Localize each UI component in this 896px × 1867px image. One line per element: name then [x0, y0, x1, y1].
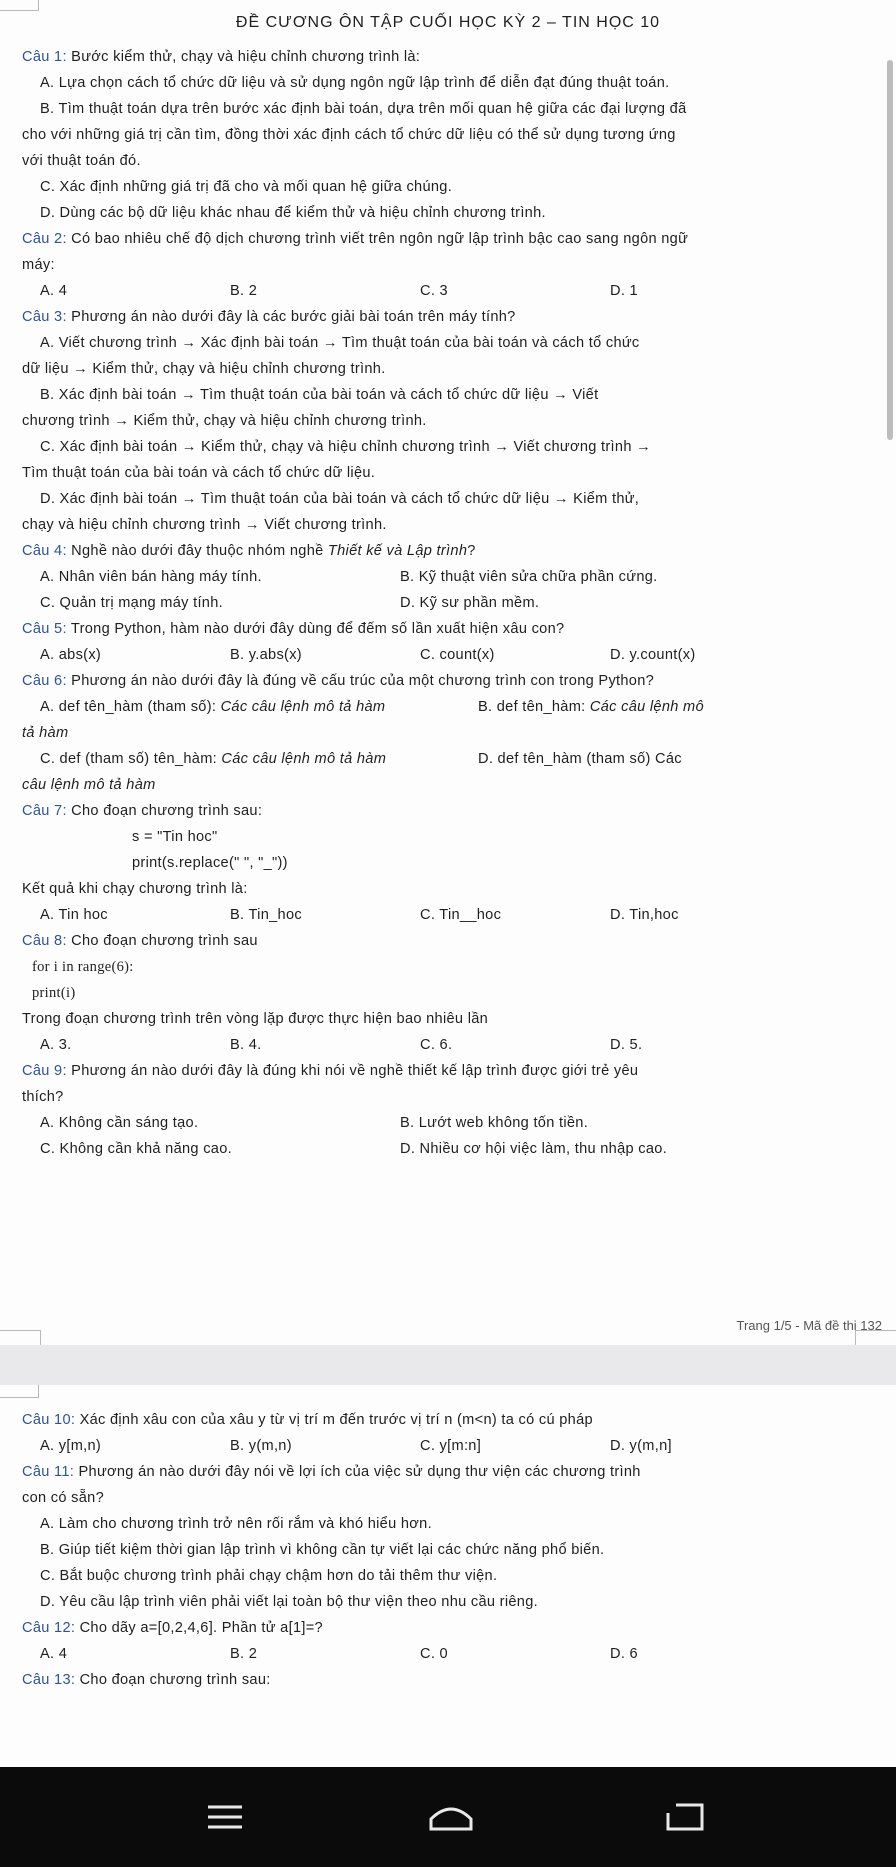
question-line [22, 538, 886, 564]
question-number: Câu 11: [22, 1464, 75, 1480]
answer-option: B. Kỹ thuật viên sửa chữa phần cứng. [400, 569, 658, 585]
answer-option: B. 2 [230, 283, 258, 299]
answer-options [22, 1136, 886, 1162]
answer-option: C. Quản trị mạng máy tính. [40, 595, 223, 611]
text-line: chương trình → Kiểm thử, chạy và hiệu chỉnh chương trình. [22, 413, 427, 429]
text-line: D. Dùng các bộ dữ liệu khác nhau để kiểm thử và hiệu chỉnh chương trình. [40, 205, 546, 221]
answer-options [22, 694, 886, 720]
answer-option: A. y[m,n) [40, 1438, 102, 1454]
page-1-content [22, 44, 886, 1162]
answer-option: A. Tin hoc [40, 907, 108, 923]
text-line: Trong đoạn chương trình trên vòng lặp được thực hiện bao nhiêu lần [22, 1011, 489, 1027]
text-line: câu lệnh mô tả hàm [22, 777, 156, 793]
question-text: Có bao nhiêu chế độ dịch chương trình viết trên ngôn ngữ lập trình bậc cao sang ngôn ngữ [66, 231, 689, 247]
question-number: Câu 6: [22, 673, 67, 689]
answer-options [22, 1433, 886, 1459]
option-code: C. def (tham số) tên_hàm: [40, 751, 222, 767]
answer-option: C. 3 [420, 283, 448, 299]
menu-button[interactable] [200, 1795, 250, 1839]
text-line: A. Làm cho chương trình trở nên rối rắm và khó hiểu hơn. [40, 1516, 432, 1532]
answer-option: C. 0 [420, 1646, 448, 1662]
text-line: Kết quả khi chạy chương trình là: [22, 881, 248, 897]
text-line: B. Giúp tiết kiệm thời gian lập trình vì không cần tự viết lại các chức năng phổ biến. [40, 1542, 605, 1558]
question-number: Câu 8: [22, 933, 67, 949]
answer-options [22, 1032, 886, 1058]
home-icon [426, 1795, 476, 1839]
text-line: C. Xác định những giá trị đã cho và mối quan hệ giữa chúng. [40, 179, 453, 195]
answer-option: D. Tin,hoc [610, 907, 679, 923]
answer-option: A. 3. [40, 1037, 72, 1053]
question-emphasis: Thiết kế và Lập trình [327, 543, 468, 559]
question-text: Phương án nào dưới đây là các bước giải bài toán trên máy tính? [66, 309, 516, 325]
answer-option: B. Lướt web không tốn tiền. [400, 1115, 589, 1131]
answer-option: D. y(m,n] [610, 1438, 672, 1454]
answer-option: B. y.abs(x) [230, 647, 302, 663]
question-line [22, 304, 886, 330]
question-line [22, 616, 886, 642]
text-line: C. Xác định bài toán → Kiểm thử, chạy và hiệu chỉnh chương trình → Viết chương trình → [40, 439, 651, 455]
page-corner-mark [0, 1385, 39, 1398]
text-line: A. Lựa chọn cách tổ chức dữ liệu và sử dụng ngôn ngữ lập trình để diễn đạt đúng thuật toán. [40, 75, 670, 91]
question-text: Cho đoạn chương trình sau: [66, 803, 263, 819]
document-title: ĐỀ CƯƠNG ÔN TẬP CUỐI HỌC KỲ 2 – TIN HỌC 10 [235, 14, 661, 31]
text-line: D. Yêu cầu lập trình viên phải viết lại toàn bộ thư viện theo nhu cầu riêng. [40, 1594, 538, 1610]
question-text: Phương án nào dưới đây là đúng khi nói về nghề thiết kế lập trình được giới trẻ yêu [66, 1063, 639, 1079]
question-text: Cho dãy a=[0,2,4,6]. Phần tử a[1]=? [75, 1620, 323, 1636]
text-line: A. Viết chương trình → Xác định bài toán → Tìm thuật toán của bài toán và cách tổ chức [40, 335, 640, 351]
question-text: ? [467, 543, 476, 559]
question-line [22, 928, 886, 954]
option-italic: Các câu lệnh mô tả hàm [221, 751, 387, 767]
answer-options [22, 278, 886, 304]
answer-option: B. Tin_hoc [230, 907, 302, 923]
code-line: print(i) [32, 985, 76, 1001]
question-number: Câu 1: [22, 49, 67, 65]
page-gap [0, 1345, 896, 1385]
answer-options [22, 590, 886, 616]
document-page-2 [0, 1385, 896, 1765]
answer-option: D. 6 [610, 1646, 638, 1662]
back-button[interactable] [660, 1795, 710, 1839]
navigation-bar [0, 1767, 896, 1867]
answer-option: A. 4 [40, 1646, 68, 1662]
page-corner-mark [0, 0, 39, 11]
question-number: Câu 2: [22, 231, 67, 247]
question-number: Câu 4: [22, 543, 67, 559]
answer-option: D. y.count(x) [610, 647, 696, 663]
answer-options [22, 746, 886, 772]
answer-options [22, 1110, 886, 1136]
page-corner-mark [855, 1330, 896, 1346]
question-text: Cho đoạn chương trình sau: [75, 1672, 271, 1688]
question-line [22, 1667, 886, 1693]
question-line [22, 1615, 886, 1641]
answer-option: D. 5. [610, 1037, 643, 1053]
scrollbar[interactable] [887, 60, 893, 440]
answer-option: D. 1 [610, 283, 638, 299]
question-line [22, 226, 886, 252]
question-number: Câu 13: [22, 1672, 76, 1688]
text-line: C. Bắt buộc chương trình phải chạy chậm hơn do tải thêm thư viện. [40, 1568, 498, 1584]
text-line: chạy và hiệu chỉnh chương trình → Viết chương trình. [22, 517, 387, 533]
answer-option [478, 694, 704, 720]
answer-option: A. abs(x) [40, 647, 102, 663]
text-line: tả hàm [22, 725, 69, 741]
answer-option: C. Tin__hoc [420, 907, 502, 923]
question-line [22, 668, 886, 694]
answer-option: B. 4. [230, 1037, 262, 1053]
question-text: Xác định xâu con của xâu y từ vị trí m đến trước vị trí n (m<n) ta có cú pháp [75, 1412, 593, 1428]
answer-option: B. 2 [230, 1646, 258, 1662]
option-italic: Các câu lệnh mô [589, 699, 704, 715]
text-line: B. Xác định bài toán → Tìm thuật toán của bài toán và cách tổ chức dữ liệu → Viết [40, 387, 599, 403]
code-line: for i in range(6): [32, 959, 134, 975]
answer-option: C. Không cần khả năng cao. [40, 1141, 232, 1157]
question-text: Trong Python, hàm nào dưới đây dùng để đếm số lần xuất hiện xâu con? [66, 621, 565, 637]
question-line [22, 1407, 886, 1433]
text-line: với thuật toán đó. [22, 153, 141, 169]
answer-option [478, 746, 682, 772]
text-line: con có sẵn? [22, 1490, 104, 1506]
question-line [22, 1058, 886, 1084]
question-number: Câu 12: [22, 1620, 76, 1636]
code-line: s = "Tin hoc" [132, 829, 218, 845]
question-line [22, 44, 886, 70]
answer-option: C. 6. [420, 1037, 453, 1053]
question-text: Nghề nào dưới đây thuộc nhóm nghề [66, 543, 328, 559]
text-line: thích? [22, 1089, 64, 1105]
answer-option: C. y[m:n] [420, 1438, 482, 1454]
answer-option [40, 746, 386, 772]
page-2-content [22, 1407, 886, 1693]
option-code: D. def tên_hàm (tham số) Các [478, 751, 682, 767]
back-icon [660, 1795, 710, 1839]
code-line: print(s.replace(" ", "_")) [132, 855, 288, 871]
answer-option: A. Không cần sáng tạo. [40, 1115, 199, 1131]
menu-icon [200, 1795, 250, 1839]
home-button[interactable] [426, 1795, 476, 1839]
answer-option: B. y(m,n) [230, 1438, 292, 1454]
answer-options [22, 1641, 886, 1667]
text-line: cho với những giá trị cần tìm, đồng thời xác định cách tổ chức dữ liệu có thể sử dụng tương ứng [22, 127, 676, 143]
text-line: máy: [22, 257, 55, 273]
answer-option [40, 694, 385, 720]
text-line: dữ liệu → Kiểm thử, chạy và hiệu chỉnh chương trình. [22, 361, 386, 377]
answer-options [22, 642, 886, 668]
question-number: Câu 9: [22, 1063, 67, 1079]
text-line: Tìm thuật toán của bài toán và cách tổ chức dữ liệu. [22, 465, 376, 481]
answer-options [22, 902, 886, 928]
text-line: D. Xác định bài toán → Tìm thuật toán của bài toán và cách tổ chức dữ liệu → Kiểm thử, [40, 491, 640, 507]
question-number: Câu 5: [22, 621, 67, 637]
question-number: Câu 10: [22, 1412, 76, 1428]
option-code: A. def tên_hàm (tham số): [40, 699, 221, 715]
option-code: B. def tên_hàm: [478, 699, 590, 715]
question-text: Cho đoạn chương trình sau [66, 933, 258, 949]
answer-option: A. 4 [40, 283, 68, 299]
question-number: Câu 3: [22, 309, 67, 325]
page-corner-mark [0, 1330, 41, 1346]
question-text: Phương án nào dưới đây là đúng về cấu trúc của một chương trình con trong Python? [66, 673, 655, 689]
option-italic: Các câu lệnh mô tả hàm [220, 699, 386, 715]
answer-options [22, 564, 886, 590]
question-text: Bước kiểm thử, chạy và hiệu chỉnh chương trình là: [66, 49, 421, 65]
answer-option: D. Kỹ sư phần mềm. [400, 595, 540, 611]
page-footer: Trang 1/5 - Mã đề thi 132 [736, 1318, 882, 1333]
answer-option: C. count(x) [420, 647, 495, 663]
question-number: Câu 7: [22, 803, 67, 819]
question-line [22, 798, 886, 824]
question-text: Phương án nào dưới đây nói về lợi ích của việc sử dụng thư viện các chương trình [74, 1464, 641, 1480]
question-line [22, 1459, 886, 1485]
text-line: B. Tìm thuật toán dựa trên bước xác định bài toán, dựa trên mối quan hệ giữa các đại lượng đã [40, 101, 687, 117]
answer-option: D. Nhiều cơ hội việc làm, thu nhập cao. [400, 1141, 668, 1157]
answer-option: A. Nhân viên bán hàng máy tính. [40, 569, 262, 585]
